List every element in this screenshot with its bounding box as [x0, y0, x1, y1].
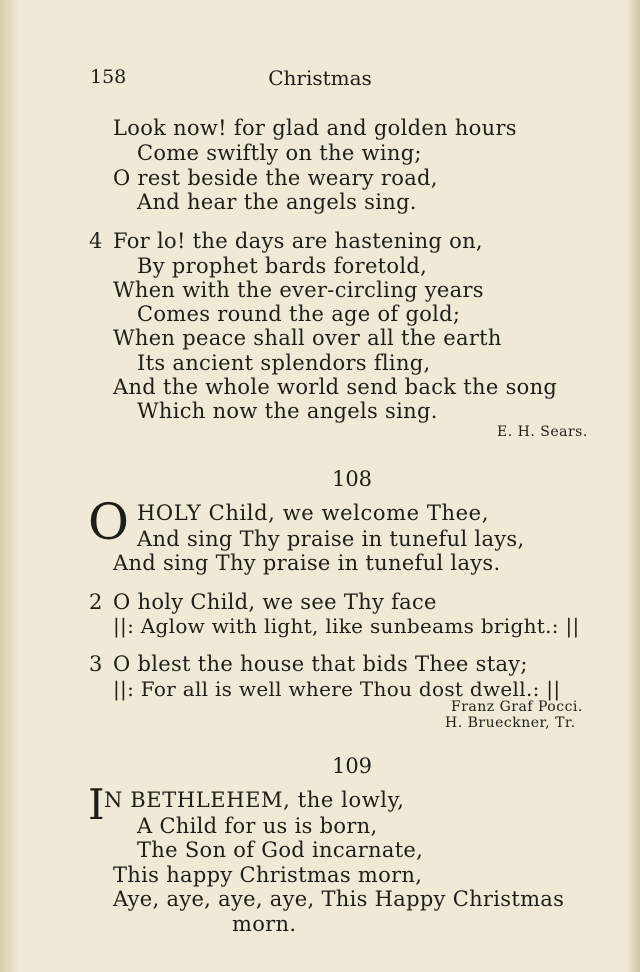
hymn-number-108: 108 — [331, 467, 373, 491]
verse-line: And sing Thy praise in tuneful lays. — [113, 551, 501, 575]
verse-line: O holy Child, we see Thy face — [113, 590, 437, 614]
page-number: 158 — [90, 66, 127, 88]
verse-line: When peace shall over all the earth — [113, 326, 502, 350]
hymn-108-author: Franz Graf Pocci. — [451, 699, 583, 715]
drop-cap-o: O — [88, 493, 129, 551]
verse-line: This happy Christmas morn, — [113, 863, 423, 887]
verse-line: morn. — [232, 912, 297, 936]
verse-line: Which now the angels sing. — [137, 399, 438, 423]
verse-line: ||: Aglow with light, like sunbeams bright.: || — [113, 614, 580, 638]
verse-line: When with the ever-circling years — [113, 278, 484, 302]
verse-line: The Son of God incarnate, — [137, 838, 424, 862]
verse-line: Aye, aye, aye, aye, This Happy Christmas — [113, 887, 565, 911]
verse-line: HOLY Child, we welcome Thee, — [137, 501, 489, 525]
verse-line: And the whole world send back the song — [113, 375, 558, 399]
drop-cap-i: I — [88, 780, 105, 829]
stanza-number: 4 — [89, 229, 103, 253]
verse-line: O rest beside the weary road, — [113, 166, 438, 190]
verse-line: A Child for us is born, — [137, 814, 378, 838]
hymn-108-translator: H. Brueckner, Tr. — [445, 715, 576, 731]
verse-line: ||: For all is well where Thou dost dwell.: || — [113, 677, 561, 701]
stanza-number: 2 — [89, 590, 103, 614]
verse-line: By prophet bards foretold, — [137, 254, 428, 278]
hymn-107-author: E. H. Sears. — [497, 424, 588, 440]
hymn-number-109: 109 — [331, 754, 373, 778]
verse-line: Look now! for glad and golden hours — [113, 116, 517, 140]
stanza-number: 3 — [89, 652, 103, 676]
verse-line: N BETHLEHEM, the lowly, — [104, 788, 405, 812]
verse-line: And sing Thy praise in tuneful lays, — [137, 527, 525, 551]
verse-line: Come swiftly on the wing; — [137, 141, 422, 165]
verse-line: Comes round the age of gold; — [137, 302, 461, 326]
verse-line: For lo! the days are hastening on, — [113, 229, 483, 253]
verse-line: Its ancient splendors fling, — [137, 351, 431, 375]
running-title: Christmas — [268, 66, 372, 90]
verse-line: O blest the house that bids Thee stay; — [113, 652, 528, 676]
page-header — [0, 66, 640, 94]
verse-line: And hear the angels sing. — [137, 190, 417, 214]
